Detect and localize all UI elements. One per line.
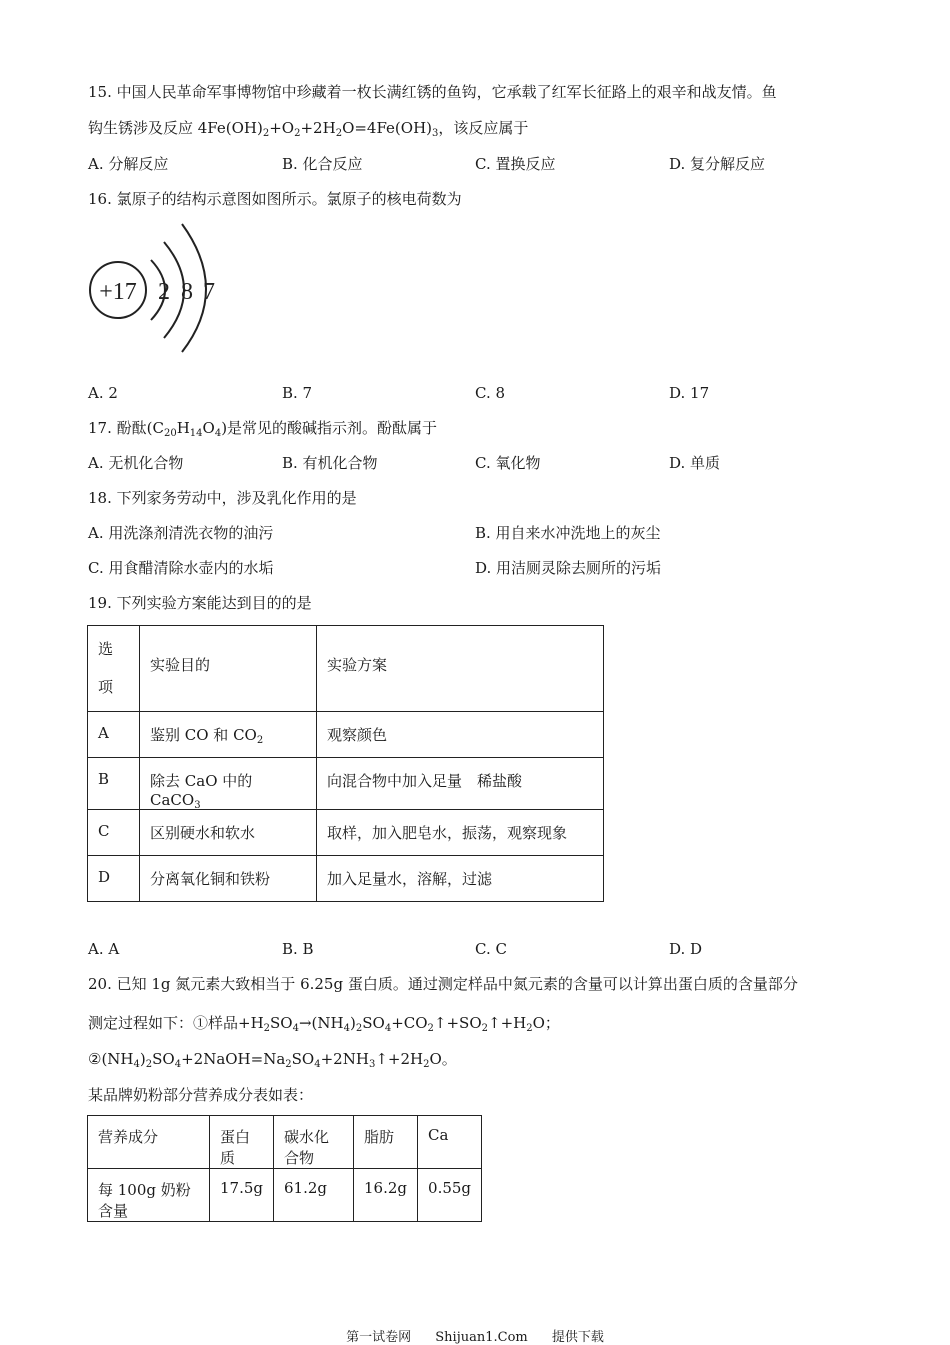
chlorine-atom-structure-diagram xyxy=(84,218,224,358)
q18-option-c: C. 用食醋清除水壶内的水垢 xyxy=(88,559,274,577)
header-option-cell: 选 项 xyxy=(88,626,140,712)
q15-option-a: A. 分解反应 xyxy=(88,155,169,173)
row-goal: 鉴别 CO 和 $CO_2$ xyxy=(140,712,317,758)
q20-equation-2: $②(NH_4)_2SO_4+2NaOH=Na_2SO_4+2NH_3↑+2H_2O$。 xyxy=(88,1050,457,1070)
q17-option-a: A. 无机化合物 xyxy=(88,454,184,472)
q15-option-c: C. 置换反应 xyxy=(475,155,556,173)
row-plan: 观察颜色 xyxy=(317,712,604,758)
footer-site-name: 第一试卷网 xyxy=(346,1330,412,1345)
row-goal: 分离氧化铜和铁粉 xyxy=(140,856,317,902)
q16-text: 16. 氯原子的结构示意图如图所示。氯原子的核电荷数为 xyxy=(88,190,462,208)
q17-text: 17. 酚酞$(C_{20}H_{14}O_4)$是常见的酸碱指示剂。酚酞属于 xyxy=(88,419,438,439)
header-plan-cell: 实验方案 xyxy=(317,626,604,712)
q15-option-b: B. 化合反应 xyxy=(282,155,363,173)
q16-option-b: B. 7 xyxy=(282,384,313,402)
row-goal: 除去 CaO 中的 CaCO$_3$ xyxy=(140,758,317,810)
q19-option-c: C. C xyxy=(475,940,507,958)
q15-option-d: D. 复分解反应 xyxy=(669,155,766,173)
shell-2-electrons: 8 xyxy=(181,279,193,305)
q17-option-c: C. 氧化物 xyxy=(475,454,541,472)
table-header-row xyxy=(88,1116,482,1169)
q18-option-d: D. 用洁厕灵除去厕所的污垢 xyxy=(475,559,662,577)
row-plan: 取样，加入肥皂水，振荡，观察现象 xyxy=(317,810,604,856)
header-cell: 蛋白质 xyxy=(210,1116,274,1169)
q16-option-c: C. 8 xyxy=(475,384,506,402)
q19-option-b: B. B xyxy=(282,940,314,958)
q19-option-d: D. D xyxy=(669,940,703,958)
header-goal-cell: 实验目的 xyxy=(140,626,317,712)
q20-text-line1: 20. 已知 1g 氮元素大致相当于 6.25g 蛋白质。通过测定样品中氮元素的含量可以计算出蛋白质的含量部分 xyxy=(88,975,798,993)
header-cell: 营养成分 xyxy=(88,1116,210,1169)
q15-text-line2: 钩生锈涉及反应 $4Fe(OH)_2+O_2+2H_2O=4Fe(OH)_3$，该反应属于 xyxy=(88,119,529,139)
row-plan: 向混合物中加入足量 稀盐酸 xyxy=(317,758,604,810)
row-option: B xyxy=(88,758,140,810)
q19-text: 19. 下列实验方案能达到目的的是 xyxy=(88,594,312,612)
row-goal: 区别硬水和软水 xyxy=(140,810,317,856)
row-option: D xyxy=(88,856,140,902)
row-cell: 17.5g xyxy=(210,1169,274,1222)
shell-3-electrons: 7 xyxy=(203,279,215,305)
q17-option-b: B. 有机化合物 xyxy=(282,454,378,472)
table-row xyxy=(88,712,604,758)
q18-text: 18. 下列家务劳动中，涉及乳化作用的是 xyxy=(88,489,357,507)
table-header-row xyxy=(88,626,604,712)
q18-option-a: A. 用洗涤剂清洗衣物的油污 xyxy=(88,524,274,542)
footer-download-text: 提供下载 xyxy=(551,1330,604,1345)
footer-site-link[interactable]: Shijuan1.Com xyxy=(435,1330,528,1345)
q20-equation-1: 测定过程如下：①样品$+H_2SO_4\to(NH_4)_2SO_4+CO_2↑+SO_2↑+H_2O$； xyxy=(88,1014,560,1034)
q20-nutrition-table xyxy=(87,1115,482,1222)
row-option: C xyxy=(88,810,140,856)
q19-experiment-table xyxy=(87,625,604,902)
row-option: A xyxy=(88,712,140,758)
nucleus-charge: +17 xyxy=(99,279,137,305)
shell-1-electrons: 2 xyxy=(158,279,170,305)
header-cell: 碳水化合物 xyxy=(274,1116,354,1169)
q20-table-caption: 某品牌奶粉部分营养成分表如表： xyxy=(88,1086,314,1104)
header-cell: 脂肪 xyxy=(354,1116,418,1169)
row-cell: 61.2g xyxy=(274,1169,354,1222)
q16-option-a: A. 2 xyxy=(88,384,118,402)
row-cell: 16.2g xyxy=(354,1169,418,1222)
q19-option-a: A. A xyxy=(88,940,120,958)
table-row xyxy=(88,856,604,902)
q15-text-line1: 15. 中国人民革命军事博物馆中珍藏着一枚长满红锈的鱼钩，它承载了红军长征路上的艰辛和战友情。鱼 xyxy=(88,83,777,101)
table-row xyxy=(88,1169,482,1222)
header-cell: Ca xyxy=(418,1116,482,1169)
q18-option-b: B. 用自来水冲洗地上的灰尘 xyxy=(475,524,661,542)
row-plan: 加入足量水，溶解，过滤 xyxy=(317,856,604,902)
table-row xyxy=(88,810,604,856)
table-row xyxy=(88,758,604,810)
row-cell: 每 100g 奶粉含量 xyxy=(88,1169,210,1222)
q17-option-d: D. 单质 xyxy=(669,454,721,472)
page-footer xyxy=(0,1326,950,1345)
row-cell: 0.55g xyxy=(418,1169,482,1222)
q16-option-d: D. 17 xyxy=(669,384,710,402)
